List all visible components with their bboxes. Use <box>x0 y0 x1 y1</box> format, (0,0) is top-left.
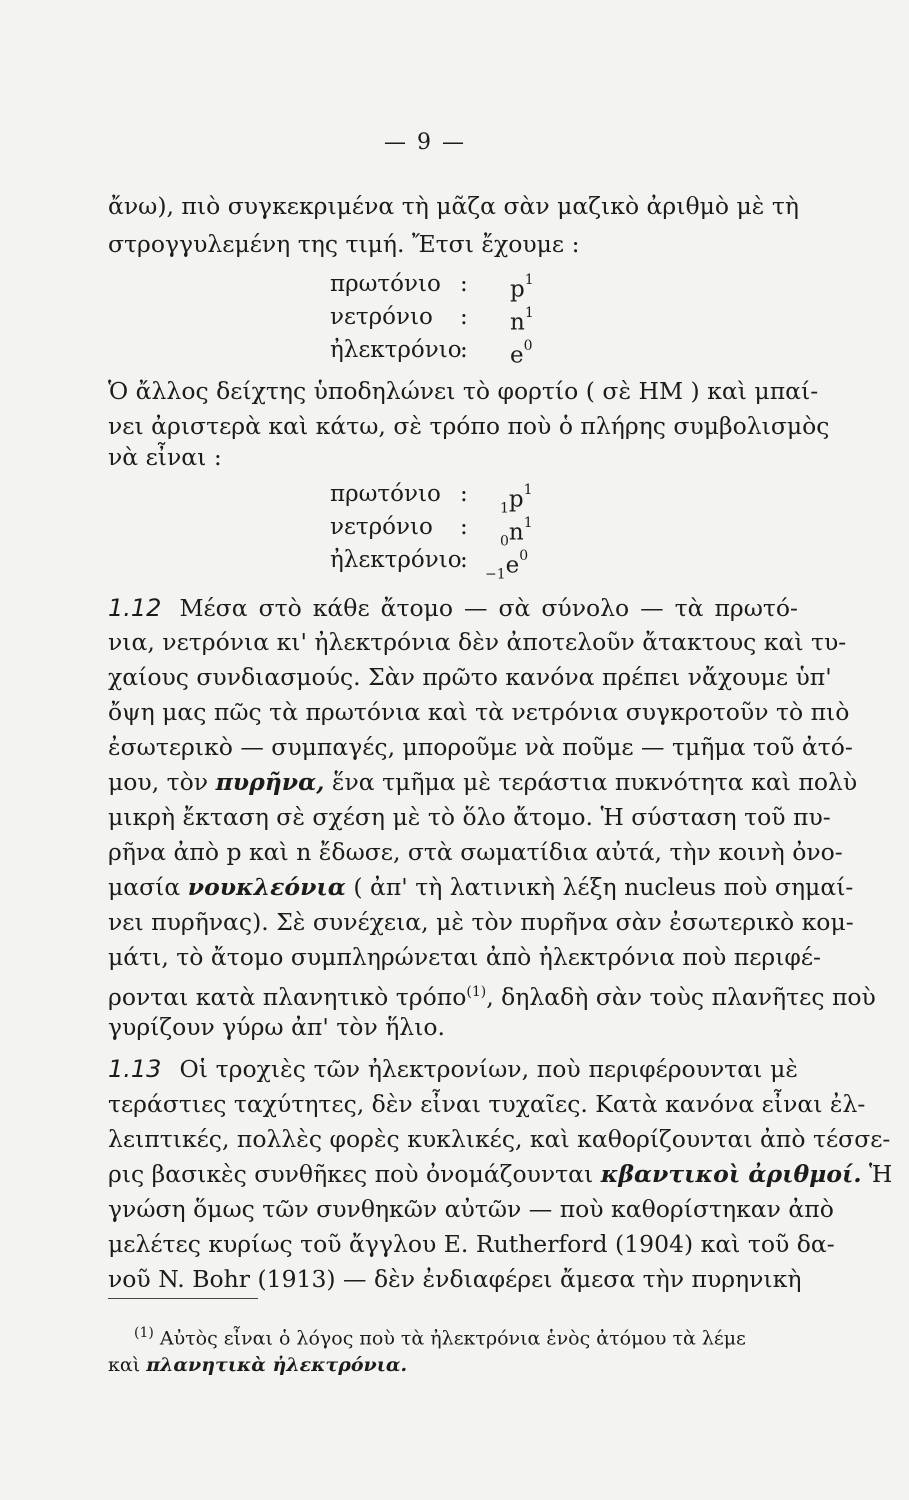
text-line: γνώση ὅμως τῶν συνθηκῶν αὐτῶν — ποὺ καθορίστηκαν ἀπὸ <box>108 1195 834 1223</box>
footnote-marker: (1) <box>134 1325 154 1341</box>
particle-name: πρωτόνιο <box>330 481 441 507</box>
particle-symbol: $e^0$ <box>510 338 533 369</box>
text-line: μάτι, τὸ ἄτομο συμπληρώνεται ἀπὸ ἠλεκτρόνια ποὺ περιφέ- <box>108 943 821 971</box>
particle-name: ἠλεκτρόνιο <box>330 547 462 573</box>
term-planetary-electrons: πλανητικὰ ἠλεκτρόνια. <box>146 1354 408 1376</box>
term-quantum-numbers: κβαντικοὶ ἀριθμοί. <box>600 1160 862 1188</box>
particle-symbol: $_{-1}e^0$ <box>485 548 529 583</box>
text-line: ἐσωτερικὸ — συμπαγές, μποροῦμε νὰ ποῦμε — τμῆμα τοῦ ἀτό- <box>108 733 853 761</box>
footnote-line: $^{(1)}$ Αὐτὸς εἶναι ὁ λόγος ποὺ τὰ ἠλεκτρόνια ἑνὸς ἀτόμου τὰ λέμε <box>134 1325 746 1350</box>
footnote-divider <box>108 1298 258 1299</box>
text-line: μου, τὸν πυρῆνα, ἕνα τμῆμα μὲ τεράστια πυκνότητα καὶ πολὺ <box>108 768 858 796</box>
text-line: ὄψη μας πῶς τὰ πρωτόνια καὶ τὰ νετρόνια συγκροτοῦν τὸ πιὸ <box>108 698 850 726</box>
term-nucleons: νουκλεόνια <box>187 873 346 901</box>
colon: : <box>460 481 468 507</box>
footnote-line: καὶ πλανητικὰ ἠλεκτρόνια. <box>108 1354 408 1376</box>
text-line: χαίους συνδιασμούς. Σὰν πρῶτο κανόνα πρέπει νἄχουμε ὑπ' <box>108 663 832 691</box>
section-1-12-line: 1.12 Μέσα στὸ κάθε ἄτομο — σὰ σύνολο — τὰ πρωτό- <box>108 594 798 622</box>
section-number: 1.12 <box>108 594 162 622</box>
text-line: νει ἀριστερὰ καὶ κάτω, σὲ τρόπο ποὺ ὁ πλήρης συμβολισμὸς <box>108 412 830 440</box>
text-line: ρῆνα ἀπὸ p καὶ n ἔδωσε, στὰ σωματίδια αὐτά, τὴν κοινὴ ὀνο- <box>108 838 843 866</box>
text-line: μασία νουκλεόνια ( ἀπ' τὴ λατινικὴ λέξη nucleus ποὺ σημαί- <box>108 873 854 901</box>
particle-name: νετρόνιο <box>330 304 433 330</box>
particle-name: πρωτόνιο <box>330 271 441 297</box>
colon: : <box>460 547 468 573</box>
page-number: — 9 — <box>384 130 466 155</box>
particle-symbol: $_1p^1$ <box>500 482 533 517</box>
term-pyrinas: πυρῆνα, <box>215 768 325 796</box>
colon: : <box>460 304 468 330</box>
text-line: ρονται κατὰ πλανητικὸ τρόπο$^{(1)}$, δηλαδὴ σὰν τοὺς πλανῆτες ποὺ <box>108 982 876 1011</box>
text-line: λειπτικές, πολλὲς φορὲς κυκλικές, καὶ καθορίζουνται ἀπὸ τέσσε- <box>108 1125 891 1153</box>
particle-symbol: $p^1$ <box>510 272 534 303</box>
footnote-ref: (1) <box>466 984 487 1000</box>
text-line: ἄνω), πιὸ συγκεκριμένα τὴ μᾶζα σὰν μαζικὸ ἀριθμὸ μὲ τὴ <box>108 192 799 220</box>
text-line: νὰ εἶναι : <box>108 443 222 471</box>
section-number: 1.13 <box>108 1055 162 1083</box>
colon: : <box>460 271 468 297</box>
text-line: τεράστιες ταχύτητες, δὲν εἶναι τυχαῖες. Κατὰ κανόνα εἶναι ἐλ- <box>108 1090 866 1118</box>
text-line: στρογγυλεμένη της τιμή. Ἔτσι ἔχουμε : <box>108 230 580 258</box>
text-line: μικρὴ ἔκταση σὲ σχέση μὲ τὸ ὅλο ἄτομο. Ἡ σύσταση τοῦ πυ- <box>108 803 831 831</box>
text-line: ρις βασικὲς συνθῆκες ποὺ ὀνομάζουνται κβαντικοὶ ἀριθμοί. Ἡ <box>108 1160 893 1188</box>
text-line: Ὁ ἄλλος δείχτης ὑποδηλώνει τὸ φορτίο ( σὲ HM ) καὶ μπαί- <box>108 377 819 405</box>
text-line: νοῦ N. Bohr (1913) — δὲν ἐνδιαφέρει ἄμεσα τὴν πυρηνικὴ <box>108 1265 802 1293</box>
text-line: μελέτες κυρίως τοῦ ἄγγλου E. Rutherford (1904) καὶ τοῦ δα- <box>108 1230 835 1258</box>
particle-symbol: $n^1$ <box>510 305 534 336</box>
text-line: νια, νετρόνια κι' ἠλεκτρόνια δὲν ἀποτελοῦν ἄτακτους καὶ τυ- <box>108 628 847 656</box>
text-line: νει πυρῆνας). Σὲ συνέχεια, μὲ τὸν πυρῆνα σὰν ἐσωτερικὸ κομ- <box>108 908 854 936</box>
particle-name: ἠλεκτρόνιο <box>330 337 462 363</box>
particle-name: νετρόνιο <box>330 514 433 540</box>
colon: : <box>460 337 468 363</box>
colon: : <box>460 514 468 540</box>
text-line: γυρίζουν γύρω ἀπ' τὸν ἥλιο. <box>108 1013 446 1041</box>
section-1-13-line: 1.13 Οἱ τροχιὲς τῶν ἠλεκτρονίων, ποὺ περιφέρουνται μὲ <box>108 1055 798 1083</box>
particle-symbol: $_0n^1$ <box>500 515 533 550</box>
